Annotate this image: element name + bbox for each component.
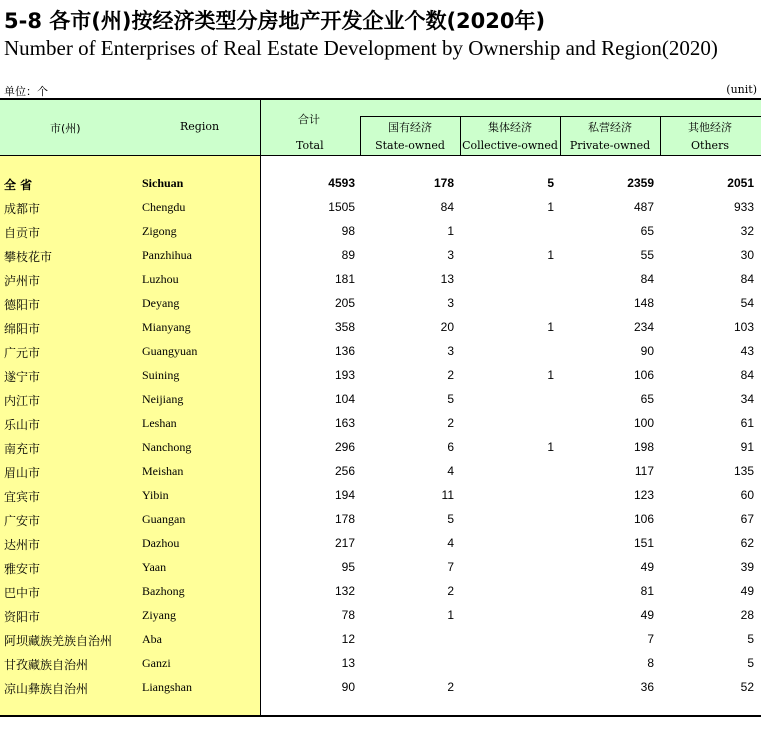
state-owned-value: 7 [447, 560, 454, 574]
table-row [0, 172, 761, 196]
total-value: 193 [334, 368, 355, 382]
header-coll-cn: 集体经济 [488, 121, 532, 134]
region-name-cn: 自贡市 [4, 226, 41, 240]
state-owned-value: 4 [447, 464, 454, 478]
table-row [0, 484, 761, 508]
header-priv-en: Private-owned [569, 139, 651, 152]
table-row [0, 580, 761, 604]
header-priv-cn: 私营经济 [588, 121, 632, 134]
others-value: 84 [740, 368, 754, 382]
table-row [0, 388, 761, 412]
region-name-cn: 泸州市 [4, 274, 41, 288]
region-name-en: Chengdu [142, 200, 186, 214]
state-owned-value: 1 [447, 608, 454, 622]
others-value: 62 [740, 536, 754, 550]
private-owned-value: 106 [633, 512, 654, 526]
others-value: 2051 [727, 176, 754, 190]
collective-owned-value: 1 [547, 368, 554, 382]
state-owned-value: 3 [447, 344, 454, 358]
region-name-cn: 全 省 [4, 178, 33, 192]
private-owned-value: 84 [640, 272, 654, 286]
state-owned-value: 6 [447, 440, 454, 454]
region-name-cn: 凉山彝族自治州 [4, 682, 89, 696]
header-state-en: State-owned [375, 139, 445, 152]
header-total-en: Total [296, 139, 324, 152]
others-value: 30 [740, 248, 754, 262]
region-name-en: Liangshan [142, 680, 192, 694]
header-coll-en: Collective-owned [462, 139, 558, 152]
total-value: 104 [334, 392, 355, 406]
collective-owned-value: 1 [547, 440, 554, 454]
table-row [0, 196, 761, 220]
collective-owned-value: 5 [547, 176, 554, 190]
table-row [0, 412, 761, 436]
state-owned-value: 4 [447, 536, 454, 550]
region-name-en: Mianyang [142, 320, 191, 334]
others-value: 103 [733, 320, 754, 334]
collective-owned-value: 1 [547, 248, 554, 262]
state-owned-value: 5 [447, 512, 454, 526]
others-value: 49 [740, 584, 754, 598]
private-owned-value: 148 [633, 296, 654, 310]
others-value: 39 [740, 560, 754, 574]
others-value: 52 [740, 680, 754, 694]
total-value: 1505 [328, 200, 355, 214]
private-owned-value: 90 [640, 344, 654, 358]
region-name-cn: 乐山市 [4, 418, 41, 432]
private-owned-value: 7 [647, 632, 654, 646]
region-name-en: Aba [142, 632, 162, 646]
others-value: 43 [740, 344, 754, 358]
unit-label-en: (unit) [726, 83, 757, 96]
region-name-en: Yaan [142, 560, 167, 574]
table-bottom-rule [0, 715, 761, 717]
region-name-en: Panzhihua [142, 248, 192, 262]
total-value: 256 [334, 464, 355, 478]
region-name-cn: 南充市 [4, 442, 41, 456]
table-row [0, 244, 761, 268]
table-row [0, 316, 761, 340]
private-owned-value: 100 [633, 416, 654, 430]
state-owned-value: 1 [447, 224, 454, 238]
region-name-cn: 宜宾市 [4, 490, 41, 504]
page-title-en: Number of Enterprises of Real Estate Development by Ownership and Region(2020) [4, 36, 718, 60]
table-row [0, 508, 761, 532]
others-value: 61 [740, 416, 754, 430]
private-owned-value: 198 [633, 440, 654, 454]
total-value: 178 [334, 512, 355, 526]
state-owned-value: 2 [447, 584, 454, 598]
table-row [0, 460, 761, 484]
total-value: 89 [341, 248, 355, 262]
others-value: 54 [740, 296, 754, 310]
private-owned-value: 8 [647, 656, 654, 670]
private-owned-value: 151 [633, 536, 654, 550]
total-value: 95 [341, 560, 355, 574]
others-value: 5 [747, 656, 754, 670]
region-name-en: Bazhong [142, 584, 185, 598]
region-name-cn: 阿坝藏族羌族自治州 [4, 634, 113, 648]
total-value: 217 [334, 536, 355, 550]
header-region-cn: 市(州) [50, 122, 81, 135]
table-top-rule [0, 98, 761, 100]
collective-owned-value: 1 [547, 200, 554, 214]
table-row [0, 340, 761, 364]
region-name-en: Neijiang [142, 392, 184, 406]
private-owned-value: 234 [633, 320, 654, 334]
table-row [0, 604, 761, 628]
table-row [0, 292, 761, 316]
region-name-cn: 绵阳市 [4, 322, 41, 336]
private-owned-value: 55 [640, 248, 654, 262]
region-name-en: Ganzi [142, 656, 171, 670]
table-row [0, 676, 761, 700]
region-name-cn: 德阳市 [4, 298, 41, 312]
region-name-en: Ziyang [142, 608, 176, 622]
region-name-en: Dazhou [142, 536, 180, 550]
state-owned-value: 3 [447, 248, 454, 262]
region-name-en: Deyang [142, 296, 180, 310]
region-name-en: Luzhou [142, 272, 179, 286]
total-value: 90 [341, 680, 355, 694]
table-row [0, 652, 761, 676]
state-owned-value: 2 [447, 416, 454, 430]
others-value: 5 [747, 632, 754, 646]
private-owned-value: 65 [640, 392, 654, 406]
total-value: 194 [334, 488, 355, 502]
region-name-en: Guangan [142, 512, 186, 526]
region-name-cn: 广元市 [4, 346, 41, 360]
region-name-cn: 成都市 [4, 202, 41, 216]
region-name-en: Sichuan [142, 176, 184, 190]
unit-label-cn: 单位：个 [4, 85, 48, 98]
private-owned-value: 49 [640, 608, 654, 622]
header-region-en: Region [180, 120, 220, 133]
total-value: 163 [334, 416, 355, 430]
region-name-en: Meishan [142, 464, 184, 478]
header-total-cn: 合计 [298, 113, 320, 126]
private-owned-value: 2359 [627, 176, 654, 190]
region-name-en: Yibin [142, 488, 169, 502]
region-name-cn: 达州市 [4, 538, 41, 552]
table-row [0, 436, 761, 460]
table-row [0, 556, 761, 580]
header-oth-en: Others [691, 139, 729, 152]
total-value: 78 [341, 608, 355, 622]
region-name-en: Suining [142, 368, 180, 382]
region-name-cn: 攀枝花市 [4, 250, 53, 264]
private-owned-value: 49 [640, 560, 654, 574]
region-name-en: Zigong [142, 224, 177, 238]
state-owned-value: 3 [447, 296, 454, 310]
state-owned-value: 2 [447, 368, 454, 382]
private-owned-value: 81 [640, 584, 654, 598]
region-name-en: Nanchong [142, 440, 192, 454]
region-name-en: Guangyuan [142, 344, 198, 358]
others-value: 135 [733, 464, 754, 478]
table-row [0, 628, 761, 652]
region-name-cn: 广安市 [4, 514, 41, 528]
page-title-cn: 5-8 各市(州)按经济类型分房地产开发企业个数(2020年) [4, 9, 546, 33]
others-value: 67 [740, 512, 754, 526]
total-value: 13 [341, 656, 355, 670]
total-value: 296 [334, 440, 355, 454]
total-value: 181 [334, 272, 355, 286]
state-owned-value: 11 [441, 488, 454, 502]
total-value: 358 [334, 320, 355, 334]
region-name-cn: 雅安市 [4, 562, 41, 576]
region-name-cn: 巴中市 [4, 586, 41, 600]
region-name-cn: 遂宁市 [4, 370, 41, 384]
others-value: 84 [740, 272, 754, 286]
total-value: 205 [334, 296, 355, 310]
region-name-cn: 甘孜藏族自治州 [4, 658, 89, 672]
others-value: 34 [740, 392, 754, 406]
private-owned-value: 36 [640, 680, 654, 694]
others-value: 60 [740, 488, 754, 502]
header-bottom-rule [0, 155, 761, 156]
others-value: 32 [740, 224, 754, 238]
state-owned-value: 5 [447, 392, 454, 406]
private-owned-value: 106 [633, 368, 654, 382]
table-row [0, 364, 761, 388]
table-row [0, 532, 761, 556]
header-state-cn: 国有经济 [388, 121, 432, 134]
table-row [0, 220, 761, 244]
private-owned-value: 117 [634, 464, 654, 478]
state-owned-value: 2 [447, 680, 454, 694]
private-owned-value: 65 [640, 224, 654, 238]
others-value: 933 [733, 200, 754, 214]
others-value: 91 [740, 440, 754, 454]
total-value: 98 [341, 224, 355, 238]
state-owned-value: 178 [433, 176, 454, 190]
state-owned-value: 13 [440, 272, 454, 286]
total-value: 136 [334, 344, 355, 358]
total-value: 12 [341, 632, 355, 646]
private-owned-value: 123 [633, 488, 654, 502]
collective-owned-value: 1 [547, 320, 554, 334]
private-owned-value: 487 [633, 200, 654, 214]
region-name-en: Leshan [142, 416, 177, 430]
region-name-cn: 眉山市 [4, 466, 41, 480]
region-name-cn: 内江市 [4, 394, 41, 408]
total-value: 132 [334, 584, 355, 598]
total-value: 4593 [328, 176, 355, 190]
state-owned-value: 20 [440, 320, 454, 334]
region-name-cn: 资阳市 [4, 610, 41, 624]
others-value: 28 [740, 608, 754, 622]
header-oth-cn: 其他经济 [688, 121, 732, 134]
table-row [0, 268, 761, 292]
state-owned-value: 84 [440, 200, 454, 214]
